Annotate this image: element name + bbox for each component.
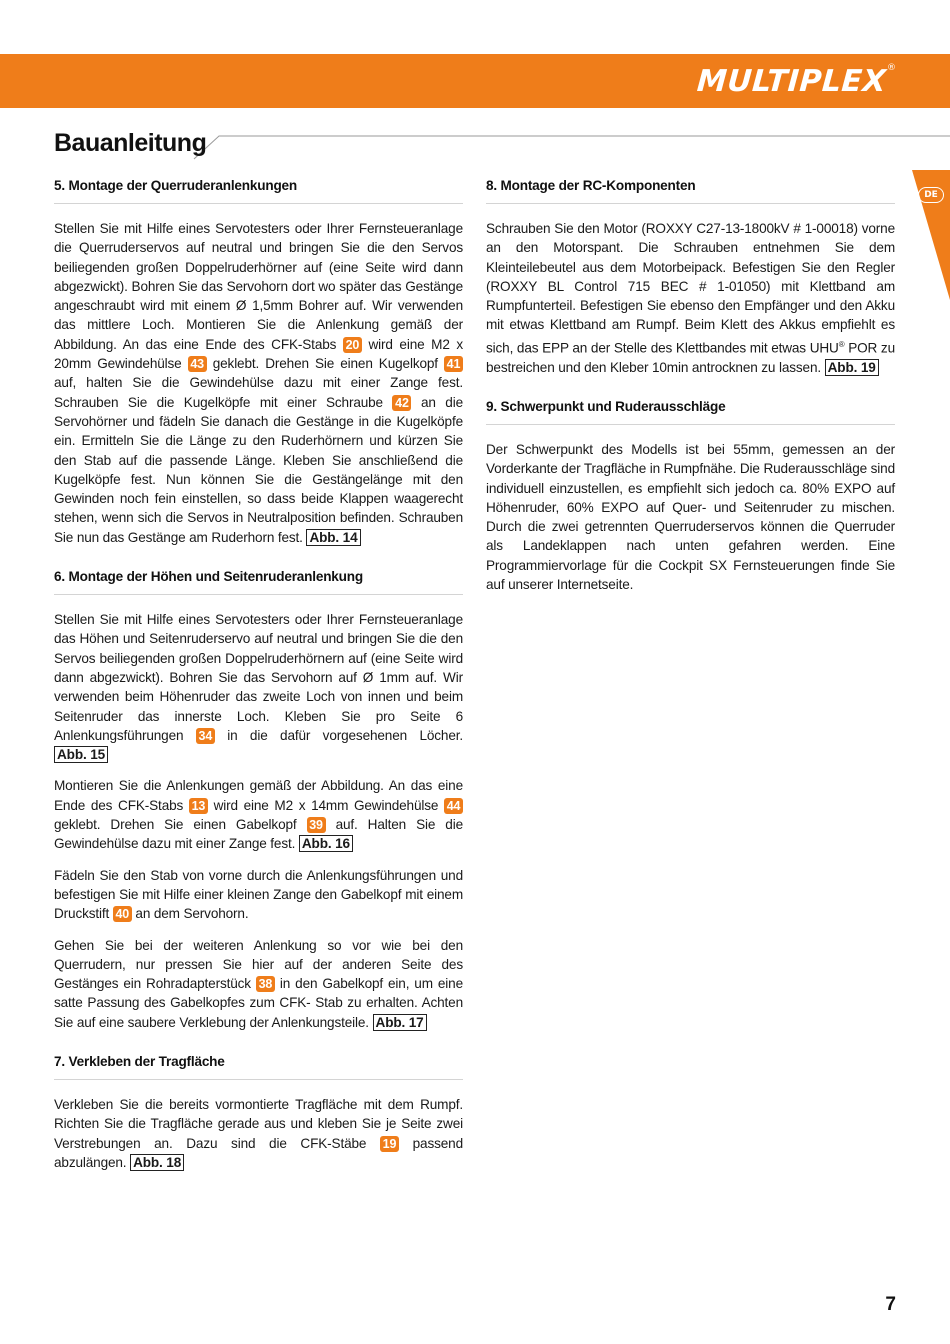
- figure-reference: Abb. 19: [825, 359, 879, 376]
- part-number-badge: 43: [188, 356, 207, 372]
- section-7: [54, 1054, 463, 1172]
- paragraph: Verkleben Sie die bereits vormontierte Tragfläche mit dem Rumpf. Richten Sie die Tragfläche gerade aus und kleben Sie je Seite zwei Verstrebungen an. Dazu sind die CFK-Stäbe 19 passend abzulängen. Abb. 18: [54, 1096, 463, 1170]
- paragraph: Stellen Sie mit Hilfe eines Servotesters oder Ihrer Fernsteueranlage das Höhen und Seitenruderservo auf neutral und bringen Sie die den Servos beiliegenden großen Doppelruderhörnern auf (eine Seite wird dann abgezwickt). Bohren Sie das Servohorn auf Ø 1mm auf. Wir verwenden beim Höhenruder das zweite Loch von innen und beim Seitenruder das innerste Loch. Kleben Sie pro Seite 6 Anlenkungsführungen 34 in die dafür vorgesehenen Löcher. Abb. 15: [54, 612, 463, 763]
- figure-reference: Abb. 18: [130, 1154, 184, 1171]
- page-title: Bauanleitung: [54, 129, 207, 157]
- section-heading: 7. Verkleben der Tragfläche: [54, 1054, 463, 1080]
- figure-reference: Abb. 15: [54, 746, 108, 763]
- figure-reference: Abb. 14: [306, 529, 360, 546]
- part-number-badge: 34: [196, 728, 215, 744]
- left-column: [54, 178, 463, 1194]
- section-heading: 9. Schwerpunkt und Ruderausschläge: [486, 399, 895, 425]
- page-number: 7: [885, 1294, 896, 1315]
- paragraph: Schrauben Sie den Motor (ROXXY C27-13-1800kV # 1-00018) vorne an den Motorspant. Die Schrauben entnehmen Sie dem Kleinteilebeutel aus dem Motorbeipack. Befestigen Sie den Regler (ROXXY BL Control 715 BEC # 1-01050) mit Klettband am Rumpfunterteil. Befestigen Sie ebenso den Empfänger und den Akku mit etwas Klettband am Rumpf. Beim Klett des Akkus empfiehlt es sich, das EPP an der Stelle des Klettbandes mit etwas UHU® POR zu bestreichen und den Kleber 10min antrocknen zu lassen. Abb. 19: [486, 221, 895, 375]
- right-column: [486, 178, 895, 616]
- language-badge: DE: [918, 187, 944, 203]
- section-heading: 6. Montage der Höhen und Seitenruderanlenkung: [54, 569, 463, 595]
- paragraph: Gehen Sie bei der weiteren Anlenkung so vor wie bei den Querrudern, nur pressen Sie hier auf der anderen Seite des Gestänges ein Rohradapterstück 38 in den Gabelkopf ein, um eine satte Passung des Gabelkopfes zum CFK- Stab zu erhalten. Achten Sie auf eine saubere Verklebung der Anlenkungsteile. Abb. 17: [54, 937, 463, 1030]
- figure-reference: Abb. 16: [299, 835, 353, 852]
- section-heading: 5. Montage der Querruderanlenkungen: [54, 178, 463, 204]
- section-8: [486, 178, 895, 377]
- section-5: [54, 178, 463, 547]
- brand-reg-mark: ®: [887, 63, 896, 73]
- part-number-badge: 40: [113, 906, 132, 922]
- brand-logo: MULTIPLEX: [695, 64, 888, 99]
- paragraph: Montieren Sie die Anlenkungen gemäß der Abbildung. An das eine Ende des CFK-Stabs 13 wird eine M2 x 14mm Gewindehülse 44 geklebt. Drehen Sie einen Gabelkopf 39 auf. Halten Sie die Gewindehülse dazu mit einer Zange fest. Abb. 16: [54, 778, 463, 852]
- part-number-badge: 44: [444, 798, 463, 814]
- part-number-badge: 20: [343, 337, 362, 353]
- part-number-badge: 38: [256, 976, 275, 992]
- figure-reference: Abb. 17: [373, 1014, 427, 1031]
- section-6: [54, 569, 463, 1032]
- section-heading: 8. Montage der RC-Komponenten: [486, 178, 895, 204]
- paragraph: Fädeln Sie den Stab von vorne durch die Anlenkungsführungen und befestigen Sie mit Hilfe einer kleinen Zange den Gabelkopf mit einem Druckstift 40 an dem Servohorn.: [54, 867, 463, 922]
- part-number-badge: 39: [307, 817, 326, 833]
- part-number-badge: 41: [444, 356, 463, 372]
- paragraph: Stellen Sie mit Hilfe eines Servotesters oder Ihrer Fernsteueranlage die Querruderservos auf neutral und bringen Sie die den Servos beiliegenden großen Doppelruderhörner auf (eine Seite wird dann abgezwickt). Bohren Sie das Servohorn dort wo später das Gestänge angeschraubt wird mit einem Ø 1,5mm Bohrer auf. Wir verwenden das mittlere Loch. Montieren Sie die Anlenkung gemäß der Abbildung. An das eine Ende des CFK-Stabs 20 wird eine M2 x 20mm Gewindehülse 43 geklebt. Drehen Sie einen Kugelkopf 41 auf, halten Sie die Gewindehülse dazu mit einer Zange fest. Schrauben Sie die Kugelköpfe mit einer Schraube 42 an die Servohörner und fädeln Sie danach die Gestänge in die Kugelköpfe ein. Ermitteln Sie die Länge zu den Ruderhörnern und kürzen Sie den Stab auf die passende Länge. Kleben Sie anschließend die Kugelköpfe fest. Nun können Sie die Gestängelänge mit den Gewinden noch fein einstellen, so dass beide Klappen waagerecht stehen, wenn sich die Servos in Neutralposition befinden. Schrauben Sie nun das Gestänge am Ruderhorn fest. Abb. 14: [54, 221, 464, 545]
- part-number-badge: 19: [380, 1136, 399, 1152]
- part-number-badge: 13: [189, 798, 208, 814]
- part-number-badge: 42: [392, 395, 411, 411]
- registered-mark: ®: [838, 339, 845, 349]
- section-9: [486, 399, 895, 594]
- paragraph: Der Schwerpunkt des Modells ist bei 55mm, gemessen an der Vorderkante der Tragfläche in Rumpfnähe. Die Ruderausschläge sind individuell einzustellen, es empfiehlt sich jedoch ca. 80% EXPO auf Höhenruder, 60% EXPO auf Quer- und Seitenruder zu mischen. Durch die zwei getrennten Querruderservos können die Querruder als Landeklappen nach unten gefahren werden. Eine Programmiervorlage für die Cockpit SX Fernsteuerungen finde Sie auf unserer Internetseite.: [486, 441, 895, 592]
